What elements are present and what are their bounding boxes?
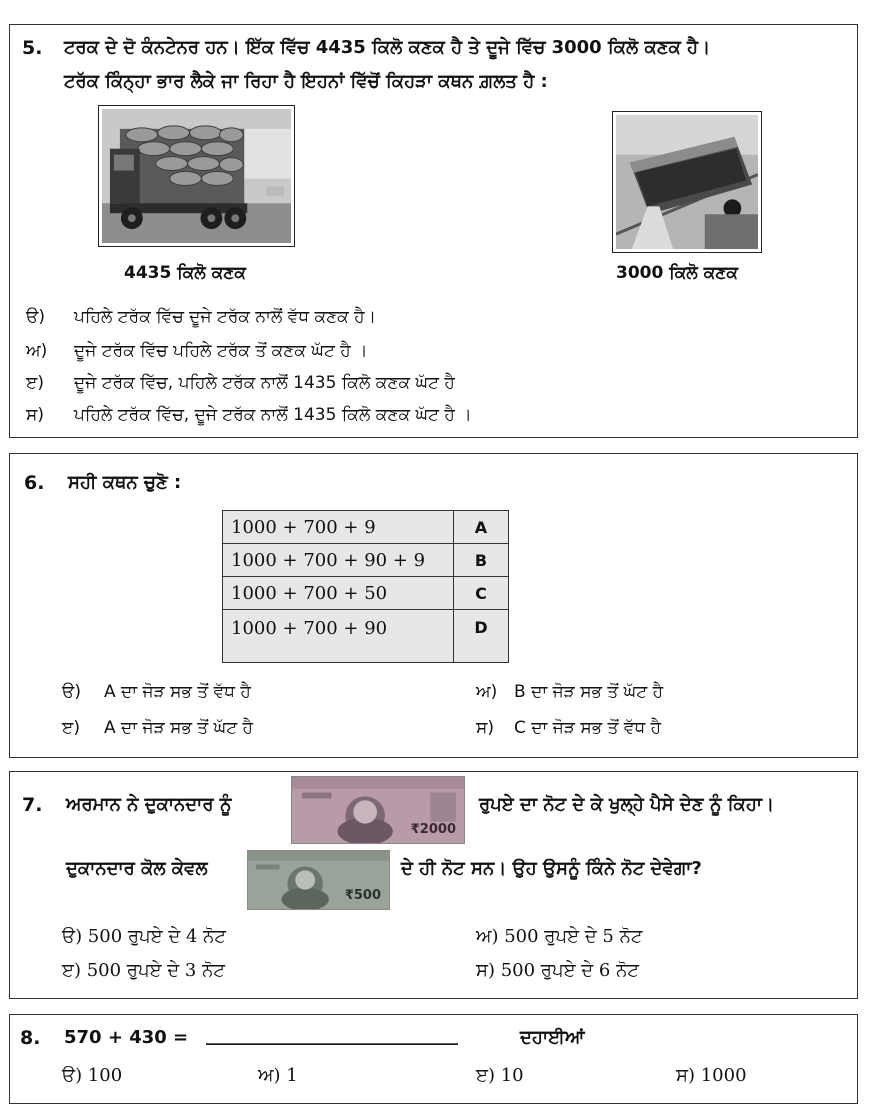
question-5-number: 5. bbox=[22, 37, 43, 59]
q6-option-c-text: A ਦਾ ਜੋੜ ਸਭ ਤੋਂ ਘੱਟ ਹੈ bbox=[104, 718, 253, 738]
table-row bbox=[223, 511, 509, 544]
q8-option-c: ੲ) 10 bbox=[476, 1065, 524, 1086]
q6-option-c-marker: ੲ) bbox=[62, 718, 80, 738]
q6-option-b-marker: ਅ) bbox=[476, 682, 498, 702]
table-cell-label: A bbox=[454, 511, 509, 544]
table-row bbox=[223, 544, 509, 577]
question-8-expression: 570 + 430 = bbox=[64, 1027, 189, 1048]
q7-option-b: ਅ) 500 ਰੁਪਏ ਦੇ 5 ਨੋਟ bbox=[476, 926, 643, 947]
caption-right: 3000 ਕਿਲੋ ਕਣਕ bbox=[616, 263, 738, 283]
caption-left: 4435 ਕਿਲੋ ਕਣਕ bbox=[124, 263, 246, 283]
q6-option-d-marker: ਸ) bbox=[476, 718, 494, 738]
table-cell-expression: 1000 + 700 + 9 bbox=[223, 511, 454, 544]
q6-option-b-text: B ਦਾ ਜੋੜ ਸਭ ਤੋਂ ਘੱਟ ਹੈ bbox=[514, 682, 664, 702]
table-cell-label: D bbox=[454, 610, 509, 663]
question-7-line-2a: ਦੁਕਾਨਦਾਰ ਕੋਲ ਕੇਵਲ bbox=[66, 858, 208, 879]
table-cell-expression: 1000 + 700 + 50 bbox=[223, 577, 454, 610]
question-6-number: 6. bbox=[24, 472, 45, 494]
question-8-number: 8. bbox=[20, 1027, 41, 1049]
table-row bbox=[223, 577, 509, 610]
q7-option-a: ੳ) 500 ਰੁਪਏ ਦੇ 4 ਨੋਟ bbox=[62, 926, 226, 947]
truck-with-sacks-image bbox=[98, 105, 295, 247]
q5-option-a-marker: ੳ) bbox=[26, 307, 45, 327]
question-5-line-2: ਟਰੱਕ ਕਿੰਨ੍ਹਾ ਭਾਰ ਲੈਕੇ ਜਾ ਰਿਹਾ ਹੈ ਇਹਨਾਂ ਵਿੱਚੋਂ ਕਿਹੜਾ ਕਥਨ ਗ਼ਲਤ ਹੈ : bbox=[64, 71, 548, 92]
table-cell-expression: 1000 + 700 + 90 bbox=[223, 610, 454, 663]
question-7-box bbox=[9, 771, 858, 999]
trailer-unloading-grain-image bbox=[612, 111, 762, 253]
question-8-unit: ਦਹਾਈਆਂ bbox=[520, 1027, 585, 1048]
question-7-number: 7. bbox=[22, 794, 43, 816]
question-8-box bbox=[9, 1014, 858, 1104]
table-cell-label: C bbox=[454, 577, 509, 610]
question-6-prompt: ਸਹੀ ਕਥਨ ਚੁਣੋ : bbox=[68, 472, 182, 493]
note-2000-value: ₹2000 bbox=[410, 822, 456, 837]
q6-option-a-text: A ਦਾ ਜੋੜ ਸਭ ਤੋਂ ਵੱਧ ਹੈ bbox=[104, 682, 251, 702]
table-cell-expression: 1000 + 700 + 90 + 9 bbox=[223, 544, 454, 577]
q5-option-b-marker: ਅ) bbox=[26, 341, 48, 361]
q5-option-c-text: ਦੂਜੇ ਟਰੱਕ ਵਿੱਚ, ਪਹਿਲੇ ਟਰੱਕ ਨਾਲੋਂ 1435 ਕਿਲੋ ਕਣਕ ਘੱਟ ਹੈ bbox=[74, 373, 455, 393]
q7-option-c: ੲ) 500 ਰੁਪਏ ਦੇ 3 ਨੋਟ bbox=[62, 960, 225, 981]
question-7-line-2b: ਦੇ ਹੀ ਨੋਟ ਸਨ। ਉਹ ਉਸਨੂੰ ਕਿੰਨੇ ਨੋਟ ਦੇਵੇਗਾ? bbox=[401, 858, 702, 879]
q7-option-d: ਸ) 500 ਰੁਪਏ ਦੇ 6 ਨੋਟ bbox=[476, 960, 639, 981]
answer-blank[interactable]: ____________________________ bbox=[206, 1025, 458, 1046]
q5-option-a-text: ਪਹਿਲੇ ਟਰੱਕ ਵਿੱਚ ਦੂਜੇ ਟਰੱਕ ਨਾਲੋਂ ਵੱਧ ਕਣਕ ਹੈ। bbox=[74, 307, 377, 327]
sum-table bbox=[222, 510, 509, 663]
500-rupee-note-image bbox=[247, 850, 390, 910]
table-row bbox=[223, 610, 509, 663]
q5-option-c-marker: ੲ) bbox=[26, 373, 44, 393]
question-5-line-1: ਟਰਕ ਦੇ ਦੋ ਕੰਨਟੇਨਰ ਹਨ। ਇੱਕ ਵਿੱਚ 4435 ਕਿਲੋ ਕਣਕ ਹੈ ਤੇ ਦੂਜੇ ਵਿੱਚ 3000 ਕਿਲੋ ਕਣਕ ਹੈ। bbox=[64, 37, 711, 58]
q5-option-d-marker: ਸ) bbox=[26, 405, 44, 425]
question-7-line-1b: ਰੁਪਏ ਦਾ ਨੋਟ ਦੇ ਕੇ ਖੁਲ੍ਹੇ ਪੈਸੇ ਦੇਣ ਨੂੰ ਕਿਹਾ। bbox=[479, 794, 775, 815]
table-cell-label: B bbox=[454, 544, 509, 577]
question-5-box bbox=[9, 24, 858, 438]
q5-option-d-text: ਪਹਿਲੇ ਟਰੱਕ ਵਿੱਚ, ਦੂਜੇ ਟਰੱਕ ਨਾਲੋਂ 1435 ਕਿਲੋ ਕਣਕ ਘੱਟ ਹੈ । bbox=[74, 405, 472, 425]
q8-option-a: ੳ) 100 bbox=[62, 1065, 123, 1086]
2000-rupee-note-image bbox=[291, 776, 465, 844]
note-500-value: ₹500 bbox=[344, 888, 381, 903]
q5-option-b-text: ਦੂਜੇ ਟਰੱਕ ਵਿੱਚ ਪਹਿਲੇ ਟਰੱਕ ਤੋਂ ਕਣਕ ਘੱਟ ਹੈ । bbox=[74, 341, 368, 361]
question-6-box bbox=[9, 453, 858, 758]
question-7-line-1a: ਅਰਮਾਨ ਨੇ ਦੁਕਾਨਦਾਰ ਨੂੰ bbox=[66, 794, 232, 815]
q8-option-d: ਸ) 1000 bbox=[676, 1065, 747, 1086]
q6-option-a-marker: ੳ) bbox=[62, 682, 81, 702]
q6-option-d-text: C ਦਾ ਜੋੜ ਸਭ ਤੋਂ ਵੱਧ ਹੈ bbox=[514, 718, 662, 738]
q8-option-b: ਅ) 1 bbox=[258, 1065, 298, 1086]
